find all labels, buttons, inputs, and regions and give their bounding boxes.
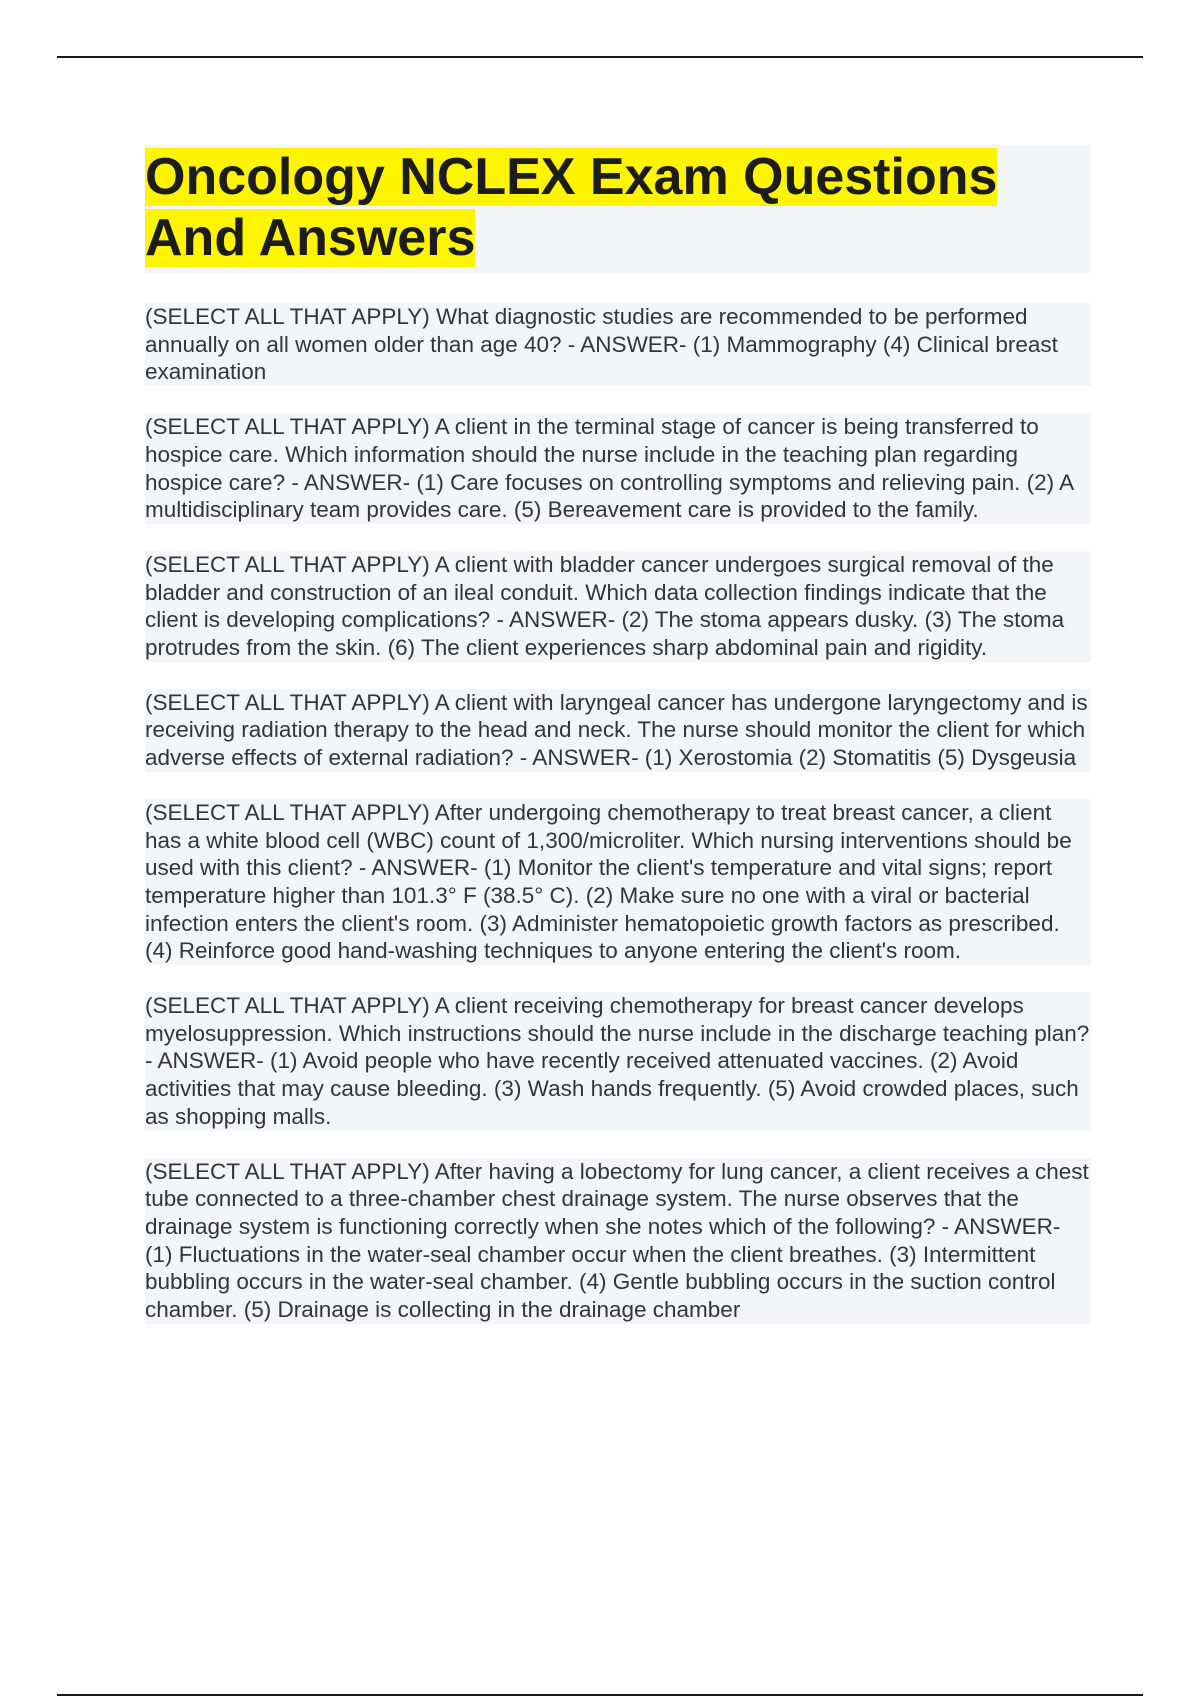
qa-item: (SELECT ALL THAT APPLY) After having a lobectomy for lung cancer, a client receives a chest tube connected to a three-chamber chest drainage system. The nurse observes that the drainage system is functioning correctly when she notes which of the following? - ANSWER- (1) Fluctuations in the water-seal chamber occur when the client breathes. (3) Intermittent bubbling occurs in the water-seal chamber. (4) Gentle bubbling occurs in the suction control chamber. (5) Drainage is collecting in the drainage chamber bbox=[145, 1158, 1091, 1324]
top-rule bbox=[57, 56, 1143, 58]
qa-item: (SELECT ALL THAT APPLY) A client with bladder cancer undergoes surgical removal of the bladder and construction of an ileal conduit. Which data collection findings indicate that the client is developing complications? - ANSWER- (2) The stoma appears dusky. (3) The stoma protrudes from the skin. (6) The client experiences sharp abdominal pain and rigidity. bbox=[145, 551, 1091, 662]
title-block bbox=[145, 145, 1091, 273]
qa-item: (SELECT ALL THAT APPLY) What diagnostic studies are recommended to be performed annually on all women older than age 40? - ANSWER- (1) Mammography (4) Clinical breast examination bbox=[145, 303, 1091, 386]
document-title bbox=[145, 147, 1091, 269]
qa-item: (SELECT ALL THAT APPLY) A client receiving chemotherapy for breast cancer develops myelosuppression. Which instructions should the nurse include in the discharge teaching plan? - ANSWER- (1) Avoid people who have recently received attenuated vaccines. (2) Avoid activities that may cause bleeding. (3) Wash hands frequently. (5) Avoid crowded places, such as shopping malls. bbox=[145, 993, 1090, 1129]
qa-item: (SELECT ALL THAT APPLY) After undergoing chemotherapy to treat breast cancer, a client has a white blood cell (WBC) count of 1,300/microliter. Which nursing interventions should be used with this client? - ANSWER- (1) Monitor the client's temperature and vital signs; report temperature higher than 101.3° F (38.5° C). (2) Make sure no one with a viral or bacterial infection enters the client's room. (3) Administer hematopoietic growth factors as prescribed. (4) Reinforce good hand-washing techniques to anyone entering the client's room. bbox=[145, 799, 1091, 965]
title-highlight: Oncology NCLEX Exam Questions And Answers bbox=[145, 148, 998, 267]
document-body bbox=[145, 145, 1091, 1351]
bottom-rule bbox=[57, 1694, 1143, 1696]
qa-item: (SELECT ALL THAT APPLY) A client with laryngeal cancer has undergone laryngectomy and is receiving radiation therapy to the head and neck. The nurse should monitor the client for which adverse effects of external radiation? - ANSWER- (1) Xerostomia (2) Stomatitis (5) Dysgeusia bbox=[145, 689, 1091, 772]
qa-item: (SELECT ALL THAT APPLY) A client in the terminal stage of cancer is being transferred to hospice care. Which information should the nurse include in the teaching plan regarding hospice care? - ANSWER- (1) Care focuses on controlling symptoms and relieving pain. (2) A multidisciplinary team provides care. (5) Bereavement care is provided to the family. bbox=[145, 413, 1091, 524]
